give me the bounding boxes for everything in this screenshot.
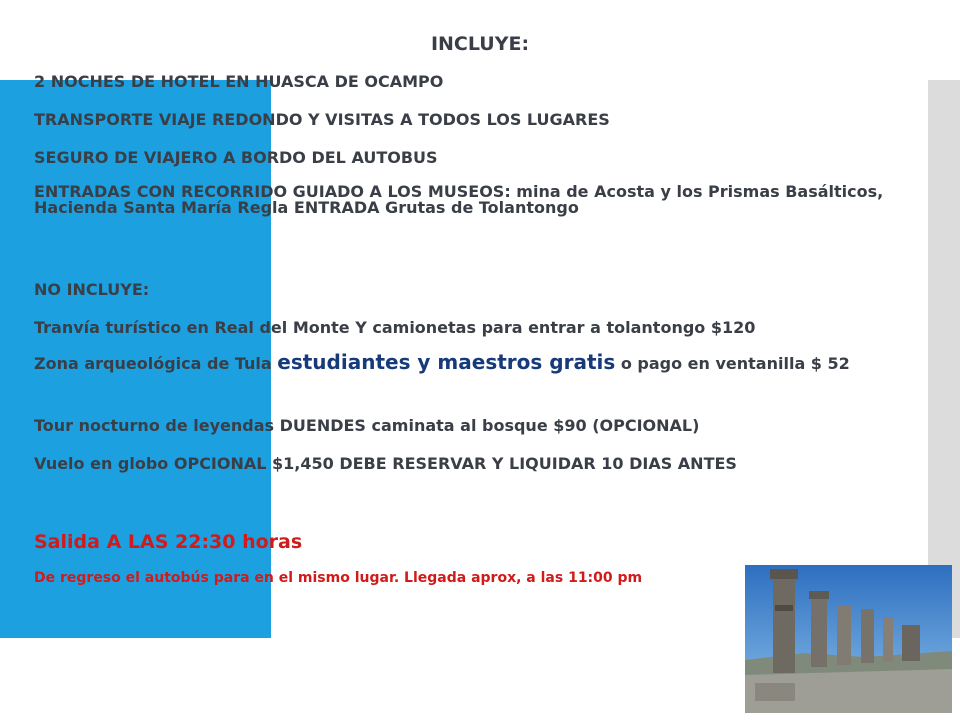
incluye-item-transporte: TRANSPORTE VIAJE REDONDO Y VISITAS A TODOS LOS LUGARES	[34, 110, 610, 129]
incluye-item-hotel: 2 NOCHES DE HOTEL EN HUASCA DE OCAMPO	[34, 72, 444, 91]
no-incluye-tour: Tour nocturno de leyendas DUENDES caminata al bosque $90 (OPCIONAL)	[34, 416, 700, 435]
zona-text-post: o pago en ventanilla $ 52	[615, 354, 850, 373]
zona-highlight: estudiantes y maestros gratis	[277, 350, 616, 374]
zona-text-pre: Zona arqueológica de Tula	[34, 354, 278, 373]
incluye-item-seguro: SEGURO DE VIAJERO A BORDO DEL AUTOBUS	[34, 148, 438, 167]
incluye-item-entradas: ENTRADAS CON RECORRIDO GUIADO A LOS MUSEOS: mina de Acosta y los Prismas Basálticos, Hacienda Santa María Regla ENTRADA Grutas de Tolantongo	[34, 182, 884, 217]
no-incluye-zona-arqueologica	[34, 352, 924, 374]
no-incluye-tranvia: Tranvía turístico en Real del Monte Y camionetas para entrar a tolantongo $120	[34, 318, 756, 337]
regreso-note: De regreso el autobús para en el mismo lugar. Llegada aprox, a las 11:00 pm	[34, 570, 643, 586]
incluye-heading: INCLUYE:	[430, 33, 530, 55]
no-incluye-vuelo: Vuelo en globo OPCIONAL $1,450 DEBE RESERVAR Y LIQUIDAR 10 DIAS ANTES	[34, 454, 737, 473]
salida-time: Salida A LAS 22:30 horas	[34, 531, 303, 553]
no-incluye-heading: NO INCLUYE:	[34, 280, 150, 299]
